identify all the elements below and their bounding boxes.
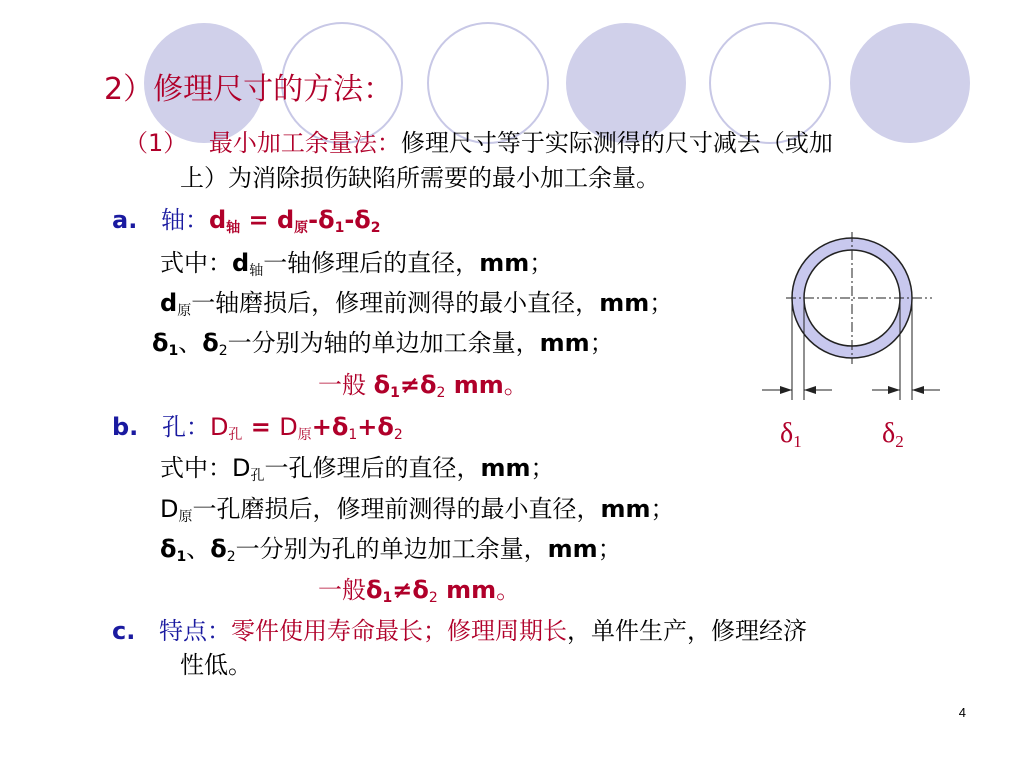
shaft-name: 轴：: [160, 206, 209, 234]
hole-def-2: $D_原$一孔磨损后，修理前测得的最小直径，mm；: [160, 495, 675, 525]
method-line-2: 上）为消除损伤缺陷所需要的最小加工余量。: [180, 164, 660, 192]
features-red-text: 零件使用寿命最长；修理周期长: [230, 617, 567, 645]
features-line-2: 性低。: [180, 651, 252, 679]
hole-formula-line: [112, 412, 403, 442]
delta1-label: $\delta_1$: [780, 418, 802, 451]
shaft-def-3: $\delta_1$、$\delta_2$一分别为轴的单边加工余量，mm；: [152, 329, 614, 359]
shaft-formula-line: [112, 205, 381, 235]
label-a: a.: [112, 206, 138, 234]
hole-def-1: 式中：$D_孔$一孔修理后的直径，mm；: [160, 454, 555, 484]
delta2-label: $\delta_2$: [882, 418, 904, 451]
page-title: 2）修理尺寸的方法：: [104, 72, 394, 107]
shaft-def-1: 式中：$d_轴$一轴修理后的直径，mm；: [160, 249, 554, 279]
hole-formula: $D_孔 = D_原+\delta_1+\delta_2$: [209, 413, 403, 443]
features-line-1: [112, 616, 807, 646]
shaft-def-2: $d_原$一轴磨损后，修理前测得的最小直径，mm；: [160, 289, 674, 319]
features-black-text: ，单件生产，修理经济: [566, 617, 807, 645]
label-b: b.: [112, 413, 139, 441]
hole-note: 一般$\delta_1\ne\delta_2$ mm。: [318, 576, 521, 606]
hole-def-3: $\delta_1$、$\delta_2$一分别为孔的单边加工余量，mm；: [160, 535, 622, 565]
shaft-note: 一般 $\delta_1\ne\delta_2$ mm。: [318, 371, 528, 401]
hole-name: 孔：: [161, 413, 210, 441]
method-desc-1: 修理尺寸等于实际测得的尺寸减去（或加: [400, 129, 833, 157]
label-c: c.: [112, 617, 136, 645]
method-number: （1）: [124, 129, 188, 157]
features-name: 特点：: [158, 617, 231, 645]
shaft-formula: $d_轴 = d_原-\delta_1-\delta_2$: [208, 206, 381, 236]
method-line-1: [124, 128, 833, 158]
method-name: 最小加工余量法：: [208, 129, 401, 157]
page-number: 4: [958, 705, 966, 720]
